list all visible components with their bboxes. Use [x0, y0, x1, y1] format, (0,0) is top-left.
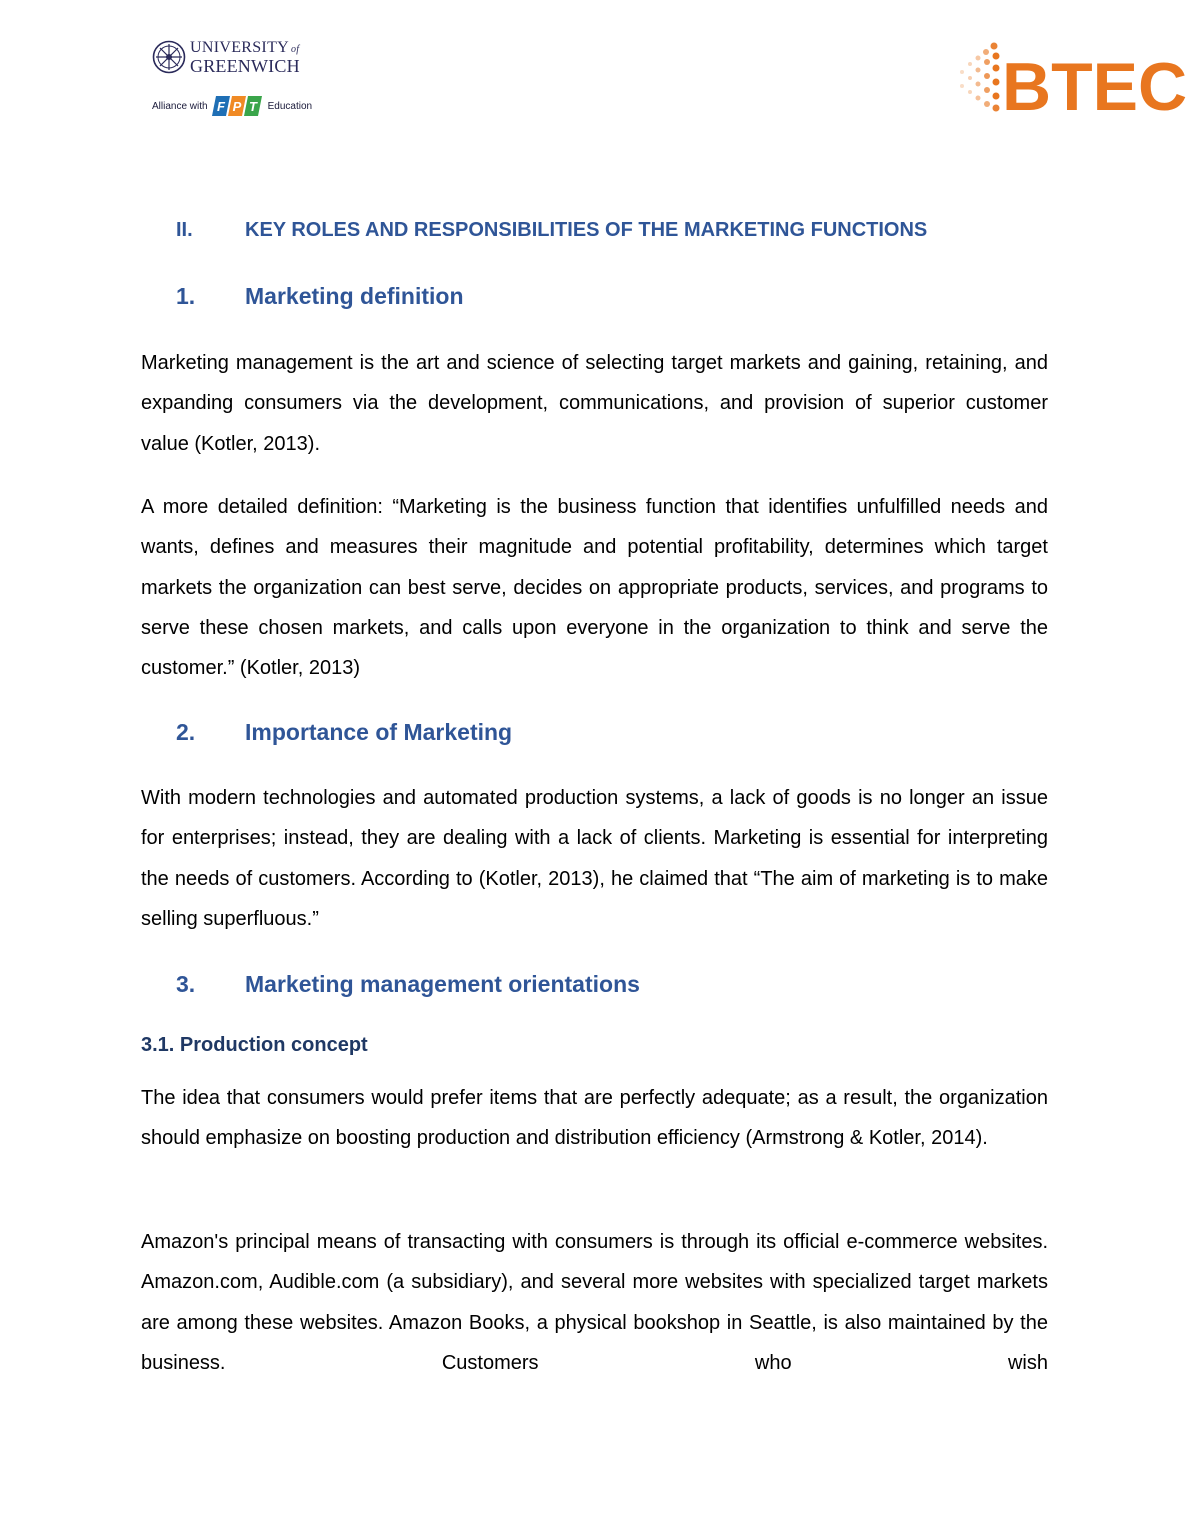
alliance-prefix: Alliance with	[152, 100, 208, 112]
university-name-line1: UNIVERSITY	[190, 39, 289, 56]
university-of: of	[291, 44, 300, 55]
alliance-line	[152, 94, 322, 118]
university-name-line2: GREENWICH	[190, 56, 300, 76]
subsection-number: 2.	[176, 719, 196, 745]
paragraph: With modern technologies and automated production systems, a lack of goods is no longer an issue for enterprises; instead, they are dealing with a lack of clients. Marketing is essential for interpreting the needs of customers. According to (Kotler, 2013), he claimed that “The aim of marketing is to make selling superfluous.”	[141, 787, 1048, 930]
section-title: KEY ROLES AND RESPONSIBILITIES OF THE MARKETING FUNCTIONS	[245, 219, 928, 241]
section-number: II.	[176, 219, 193, 241]
subsection-number: 1.	[176, 283, 196, 309]
minor-heading: 3.1. Production concept	[141, 1034, 368, 1056]
section-heading	[176, 219, 927, 242]
btec-logo-text: BTEC	[1002, 49, 1188, 120]
svg-text:P: P	[232, 99, 241, 114]
btec-logo	[956, 40, 1190, 120]
svg-text:F: F	[216, 99, 225, 114]
svg-text:T: T	[248, 99, 257, 114]
subsection-title: Importance of Marketing	[245, 719, 513, 745]
paragraph: Amazon's principal means of transacting with consumers is through its official e-commerce websites. Amazon.com, Audible.com (a subsidiary), and several more websites with specialized target markets are among these websites. Amazon Books, a physical bookshop in Seattle, is also maintained by the business. Customers who wish	[141, 1231, 1048, 1374]
alliance-suffix: Education	[267, 100, 313, 112]
subsection-heading	[176, 283, 464, 310]
university-seal-icon	[152, 40, 186, 74]
subsection-number: 3.	[176, 971, 196, 997]
btec-logo-icon	[956, 40, 1190, 120]
subsection-heading	[176, 971, 640, 998]
university-greenwich-logo	[152, 40, 322, 130]
subsection-title: Marketing definition	[245, 283, 464, 309]
paragraph: A more detailed definition: “Marketing is the business function that identifies unfulfilled needs and wants, defines and measures their magnitude and potential profitability, determines which target markets the organization can best serve, decides on appropriate products, services, and programs to serve these chosen markets, and calls upon everyone in the organization to think and serve the customer.” (Kotler, 2013)	[141, 496, 1048, 680]
subsection-title: Marketing management orientations	[245, 971, 640, 997]
paragraph: Marketing management is the art and science of selecting target markets and gaining, retaining, and expanding consumers via the development, communications, and provision of superior customer value (Kotler, 2013).	[141, 352, 1048, 455]
subsection-heading	[176, 719, 512, 746]
paragraph: The idea that consumers would prefer items that are perfectly adequate; as a result, the organization should emphasize on boosting production and distribution efficiency (Armstrong & Kotler, 2014).	[141, 1087, 1048, 1150]
fpt-logo-icon	[212, 94, 264, 118]
